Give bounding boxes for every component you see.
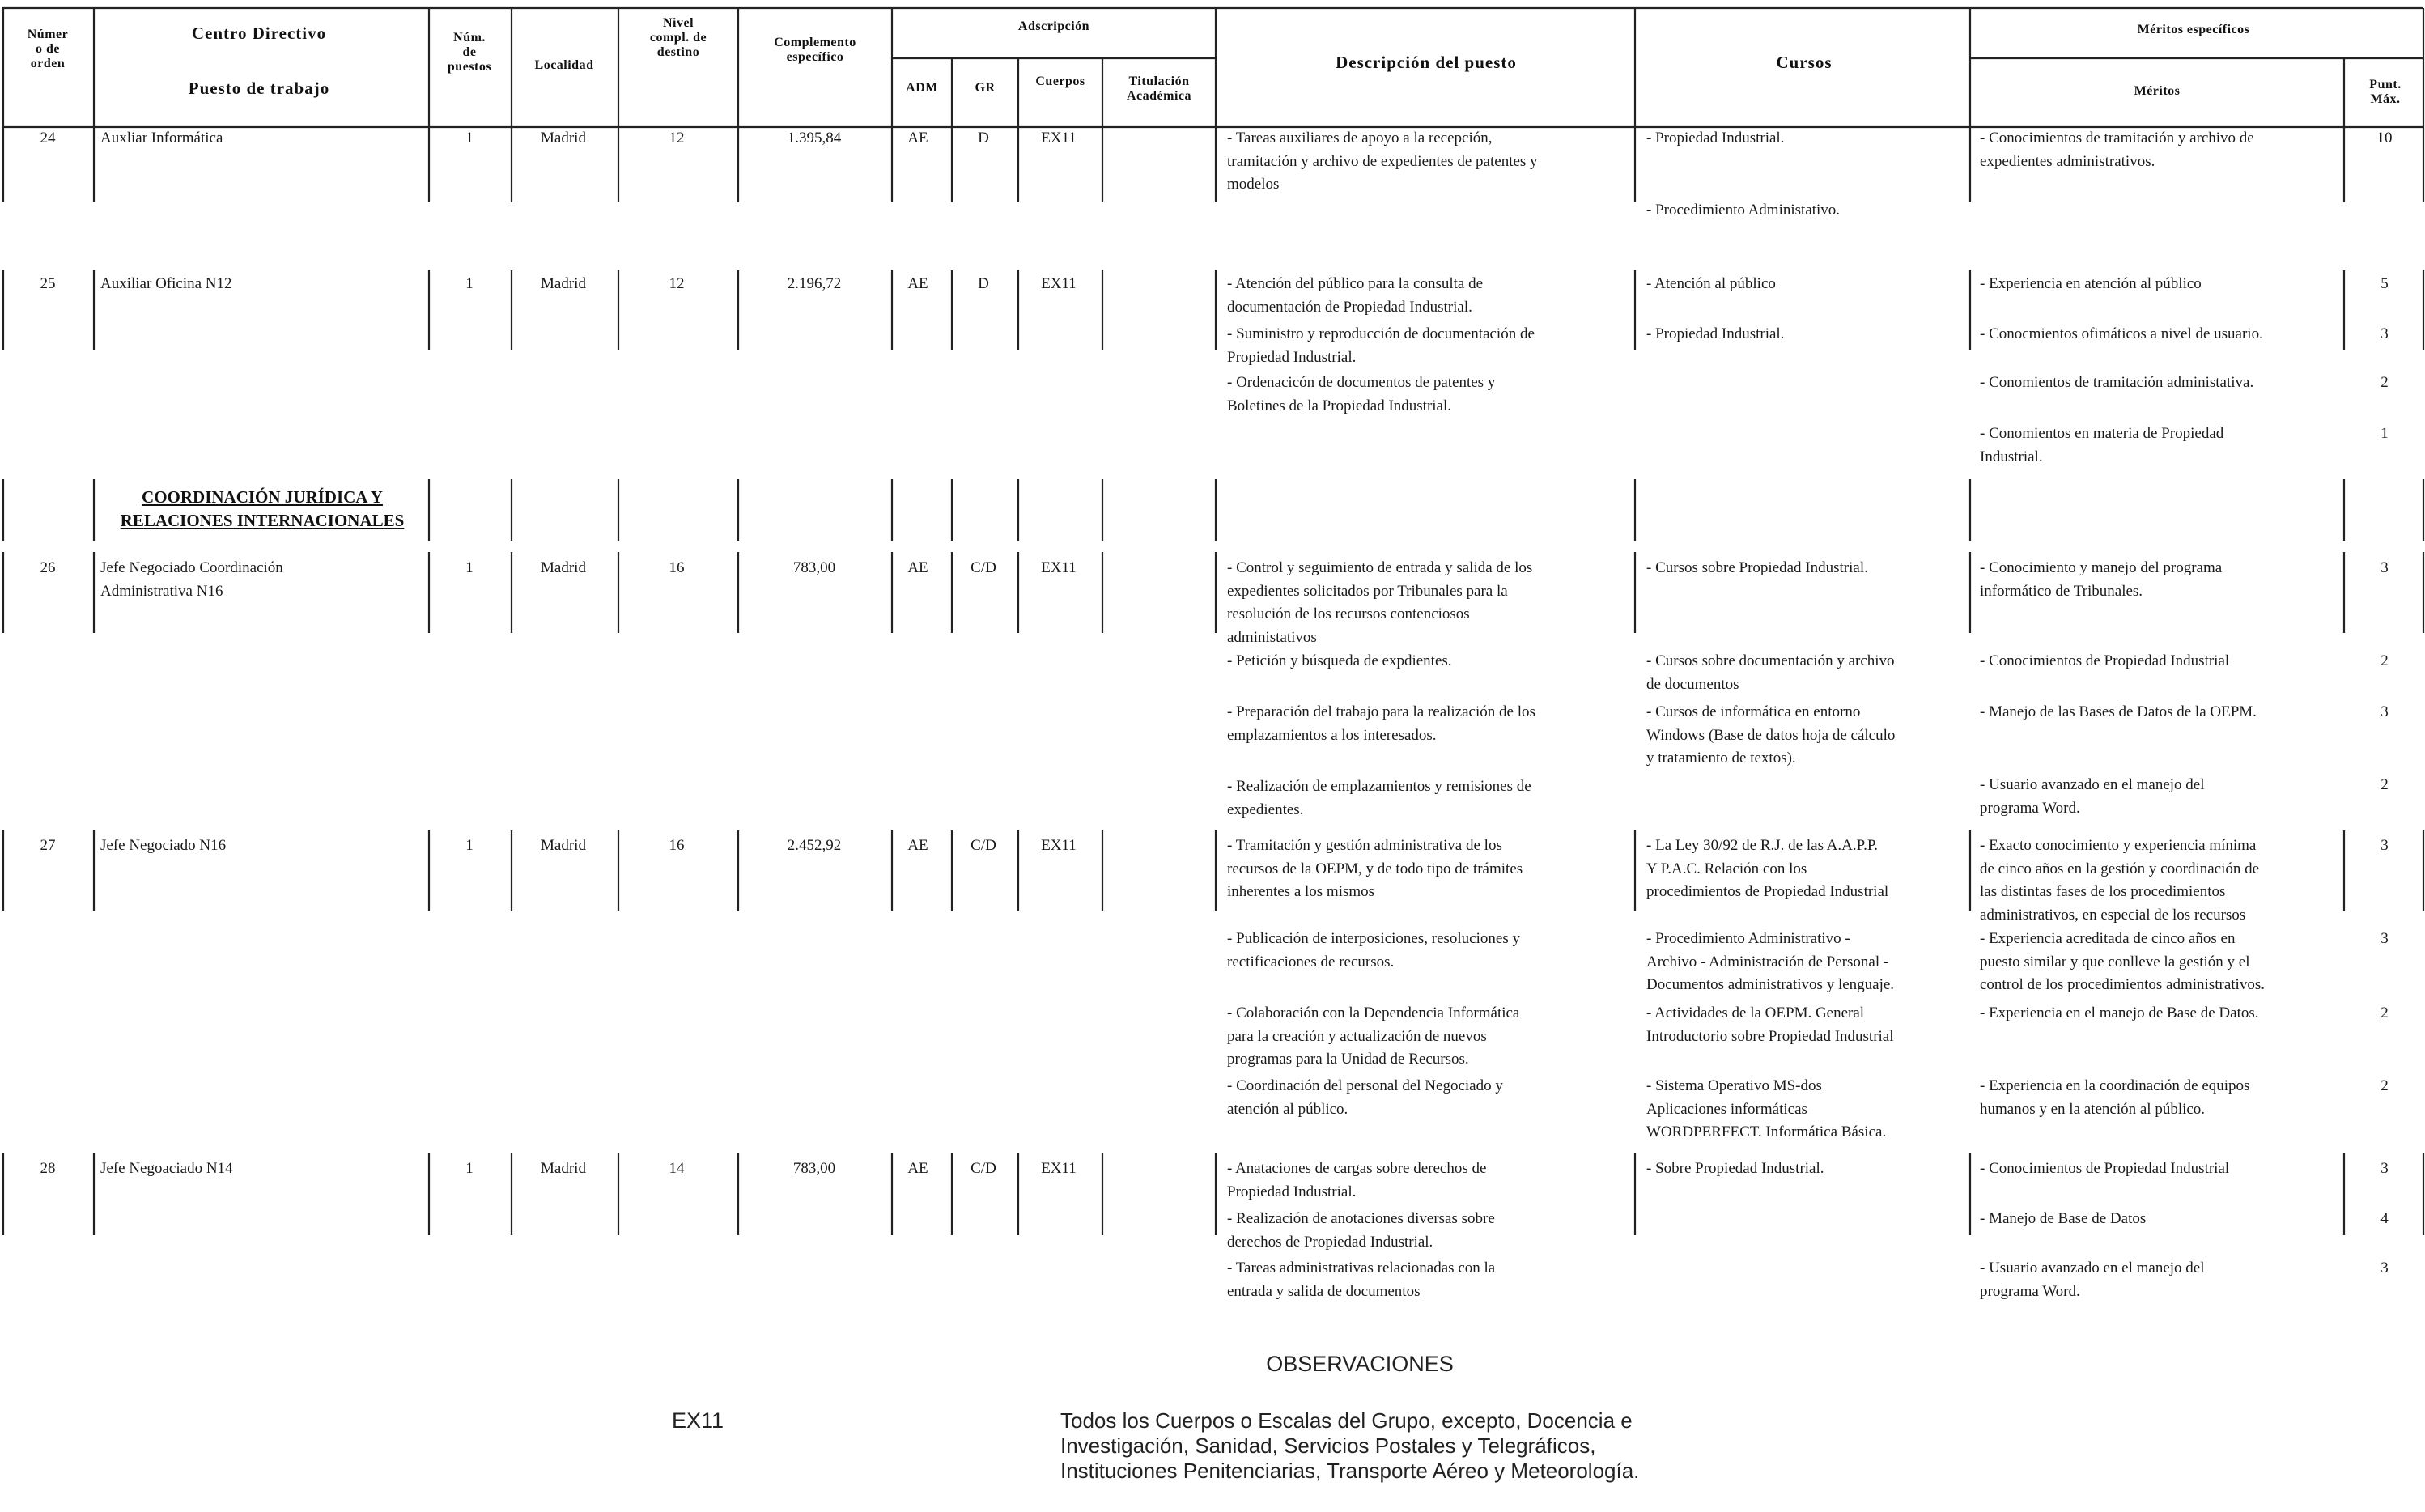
descripcion-item: - Tareas administrativas relacionadas con la entrada y salida de documentos [1227, 1259, 1496, 1300]
observaciones-title: OBSERVACIONES [1266, 1352, 1454, 1376]
puesto: Jefe Negociado N16 [100, 837, 227, 854]
nivel: 12 [669, 130, 685, 147]
descripcion-item: - Colaboración con la Dependencia Informática para la creación y actualización de nuevos programas para la Unidad de Recursos. [1227, 1004, 1520, 1068]
curso-item: - Propiedad Industrial. [1646, 130, 1785, 147]
merito-item: - Exacto conocimiento y experiencia mínima de cinco años en la gestión y coordinación de las distintas fases de los procedimientos administrativos, en especial de los recursos [1980, 837, 2260, 924]
header-gr: GR [975, 81, 996, 95]
curso-item: - Propiedad Industrial. [1646, 325, 1785, 342]
merito-item: - Conocimientos de Propiedad Industrial [1980, 652, 2230, 669]
num-puestos: 1 [465, 130, 474, 147]
merito-item: - Manejo de Base de Datos [1980, 1210, 2147, 1227]
puntos: 2 [2380, 1004, 2389, 1021]
curso-item: - La Ley 30/92 de R.J. de las A.A.P.P. Y P.A.C. Relación con los procedimientos de Propiedad Industrial [1646, 837, 1889, 900]
row-25-rules [3, 270, 2423, 350]
adm: AE [907, 275, 928, 292]
header-descripcion: Descripción del puesto [1336, 53, 1517, 72]
descripcion-item: - Control y seguimiento de entrada y salida de los expedientes solicitados por Tribunales para la resolución de los recursos contenciosos administativos [1227, 559, 1533, 646]
merito-item: - Usuario avanzado en el manejo del programa Word. [1980, 1259, 2205, 1300]
header-cursos: Cursos [1776, 53, 1833, 72]
puntos: 2 [2380, 776, 2389, 793]
orden: 24 [40, 130, 56, 147]
adm: AE [907, 837, 928, 854]
cuerpos: EX11 [1041, 275, 1077, 292]
puntos: 2 [2380, 652, 2389, 669]
section-rules [3, 479, 2423, 541]
merito-item: - Manejo de las Bases de Datos de la OEPM. [1980, 703, 2257, 720]
curso-item: - Cursos sobre Propiedad Industrial. [1646, 559, 1868, 576]
row-26-rules [3, 552, 2423, 633]
header-adscripcion: Adscripción [1017, 19, 1090, 33]
cuerpos: EX11 [1041, 559, 1077, 576]
curso-item: - Procedimiento Administativo. [1646, 202, 1841, 219]
merito-item: - Conocmientos ofimáticos a nivel de usuario. [1980, 325, 2263, 342]
header-titulacion: Titulación Académica [1126, 74, 1192, 103]
adm: AE [907, 130, 928, 147]
complemento: 2.196,72 [787, 275, 842, 292]
puntos: 3 [2380, 1259, 2389, 1276]
merito-item: - Experiencia acreditada de cinco años en puesto similar y que conlleve la gestión y el control de los procedimientos administrativos. [1980, 930, 2265, 993]
localidad: Madrid [541, 130, 586, 147]
nivel: 12 [669, 275, 685, 292]
header-puesto-trabajo: Puesto de trabajo [188, 79, 330, 98]
descripcion-item: - Tramitación y gestión administrativa de los recursos de la OEPM, y de todo tipo de trámites inherentes a los mismos [1227, 837, 1523, 900]
complemento: 783,00 [792, 559, 836, 576]
puntos: 5 [2380, 275, 2389, 292]
merito-item: - Conocimiento y manejo del programa informático de Tribunales. [1980, 559, 2223, 600]
complemento: 1.395,84 [787, 130, 842, 147]
curso-item: - Cursos sobre documentación y archivo de documentos [1646, 652, 1895, 693]
descripcion-item: - Anataciones de cargas sobre derechos de Propiedad Industrial. [1227, 1160, 1487, 1200]
header-complemento: Complemento específico [774, 36, 856, 64]
merito-item: - Usuario avanzado en el manejo del programa Word. [1980, 776, 2205, 817]
localidad: Madrid [541, 837, 586, 854]
puntos: 4 [2380, 1210, 2389, 1227]
nivel: 14 [669, 1160, 685, 1177]
row-27-rules [3, 830, 2423, 911]
descripcion-item: - Petición y búsqueda de expdientes. [1227, 652, 1452, 669]
merito-item: - Conomientos en materia de Propiedad Industrial. [1980, 425, 2224, 465]
descripcion-item: - Ordenacicón de documentos de patentes y Boletines de la Propiedad Industrial. [1227, 374, 1496, 414]
header-meritos-especificos: Méritos específicos [2137, 23, 2250, 36]
orden: 26 [40, 559, 56, 576]
descripcion-item: - Tareas auxiliares de apoyo a la recepción, tramitación y archivo de expedientes de patentes y modelos [1227, 130, 1538, 193]
num-puestos: 1 [465, 559, 474, 576]
curso-item: - Atención al público [1646, 275, 1776, 292]
num-puestos: 1 [465, 1160, 474, 1177]
orden: 27 [40, 837, 56, 854]
observaciones-code: EX11 [672, 1408, 724, 1433]
adm: AE [907, 1160, 928, 1177]
orden: 28 [40, 1160, 56, 1177]
puntos: 10 [2376, 130, 2393, 147]
curso-item: - Cursos de informática en entorno Windows (Base de datos hoja de cálculo y tratamiento de textos). [1646, 703, 1896, 767]
row-28-rules [3, 1153, 2423, 1235]
nivel: 16 [669, 559, 685, 576]
puntos: 2 [2380, 1077, 2389, 1094]
gr: C/D [970, 837, 996, 854]
curso-item: - Actividades de la OEPM. General Introductorio sobre Propiedad Industrial [1646, 1004, 1894, 1045]
localidad: Madrid [541, 559, 586, 576]
merito-item: - Experiencia en el manejo de Base de Datos. [1980, 1004, 2259, 1021]
header-numero-orden: Númer o de orden [27, 28, 69, 70]
puesto: Auxliar Informática [100, 130, 223, 147]
section-title: COORDINACIÓN JURÍDICA Y RELACIONES INTERNACIONALES [120, 487, 405, 530]
header-puntuacion: Punt. Máx. [2369, 78, 2402, 106]
puntos: 3 [2380, 837, 2389, 854]
descripcion-item: - Realización de emplazamientos y remisiones de expedientes. [1227, 778, 1531, 818]
puntos: 3 [2380, 930, 2389, 947]
nivel: 16 [669, 837, 685, 854]
descripcion-item: - Atención del público para la consulta de documentación de Propiedad Industrial. [1227, 275, 1484, 316]
orden: 25 [40, 275, 56, 292]
merito-item: - Conocimientos de tramitación y archivo de expedientes administrativos. [1980, 130, 2254, 170]
num-puestos: 1 [465, 275, 474, 292]
header-centro-directivo: Centro Directivo [191, 23, 327, 43]
curso-item: - Sistema Operativo MS-dos Aplicaciones informáticas WORDPERFECT. Informática Básica. [1646, 1077, 1887, 1140]
puesto: Auxiliar Oficina N12 [100, 275, 232, 292]
header-cuerpos: Cuerpos [1035, 74, 1085, 88]
header-adm: ADM [906, 81, 938, 95]
descripcion-item: - Publicación de interposiciones, resoluciones y rectificaciones de recursos. [1227, 930, 1520, 970]
merito-item: - Experiencia en la coordinación de equipos humanos y en la atención al público. [1980, 1077, 2250, 1118]
puntos: 2 [2380, 374, 2389, 391]
curso-item: - Procedimiento Administrativo - Archivo - Administración de Personal - Documentos administrativos y lenguaje. [1646, 930, 1895, 993]
gr: C/D [970, 1160, 996, 1177]
descripcion-item: - Suministro y reproducción de documentación de Propiedad Industrial. [1227, 325, 1535, 366]
cuerpos: EX11 [1041, 130, 1077, 147]
puntos: 3 [2380, 559, 2389, 576]
gr: C/D [970, 559, 996, 576]
header-localidad: Localidad [534, 58, 594, 72]
merito-item: - Conomientos de tramitación administativa. [1980, 374, 2254, 391]
localidad: Madrid [541, 275, 586, 292]
merito-item: - Conocimientos de Propiedad Industrial [1980, 1160, 2230, 1177]
puesto: Jefe Negoaciado N14 [100, 1160, 233, 1177]
header-num-puestos: Núm. de puestos [447, 31, 492, 74]
descripcion-item: - Preparación del trabajo para la realización de los emplazamientos a los interesados. [1227, 703, 1535, 744]
adm: AE [907, 559, 928, 576]
row-24-rules [3, 127, 2423, 202]
header-meritos: Méritos [2134, 84, 2181, 98]
puntos: 3 [2380, 703, 2389, 720]
header-nivel: Nivel compl. de destino [649, 16, 707, 59]
puntos: 3 [2380, 1160, 2389, 1177]
cuerpos: EX11 [1041, 1160, 1077, 1177]
puesto: Jefe Negociado Coordinación Administrativa N16 [100, 559, 283, 600]
gr: D [978, 275, 989, 292]
puntos: 1 [2380, 425, 2389, 442]
curso-item: - Sobre Propiedad Industrial. [1646, 1160, 1824, 1177]
puntos: 3 [2380, 325, 2389, 342]
observaciones-text: Todos los Cuerpos o Escalas del Grupo, excepto, Docencia e Investigación, Sanidad, Servicios Postales y Telegráficos, Instituciones Penitenciarias, Transporte Aéreo y Meteorología. [1060, 1408, 1640, 1483]
merito-item: - Experiencia en atención al público [1980, 275, 2202, 292]
descripcion-item: - Realización de anotaciones diversas sobre derechos de Propiedad Industrial. [1227, 1210, 1495, 1251]
complemento: 2.452,92 [787, 837, 842, 854]
descripcion-item: - Coordinación del personal del Negociado y atención al público. [1227, 1077, 1503, 1118]
localidad: Madrid [541, 1160, 586, 1177]
complemento: 783,00 [792, 1160, 836, 1177]
num-puestos: 1 [465, 837, 474, 854]
cuerpos: EX11 [1041, 837, 1077, 854]
gr: D [978, 130, 989, 147]
